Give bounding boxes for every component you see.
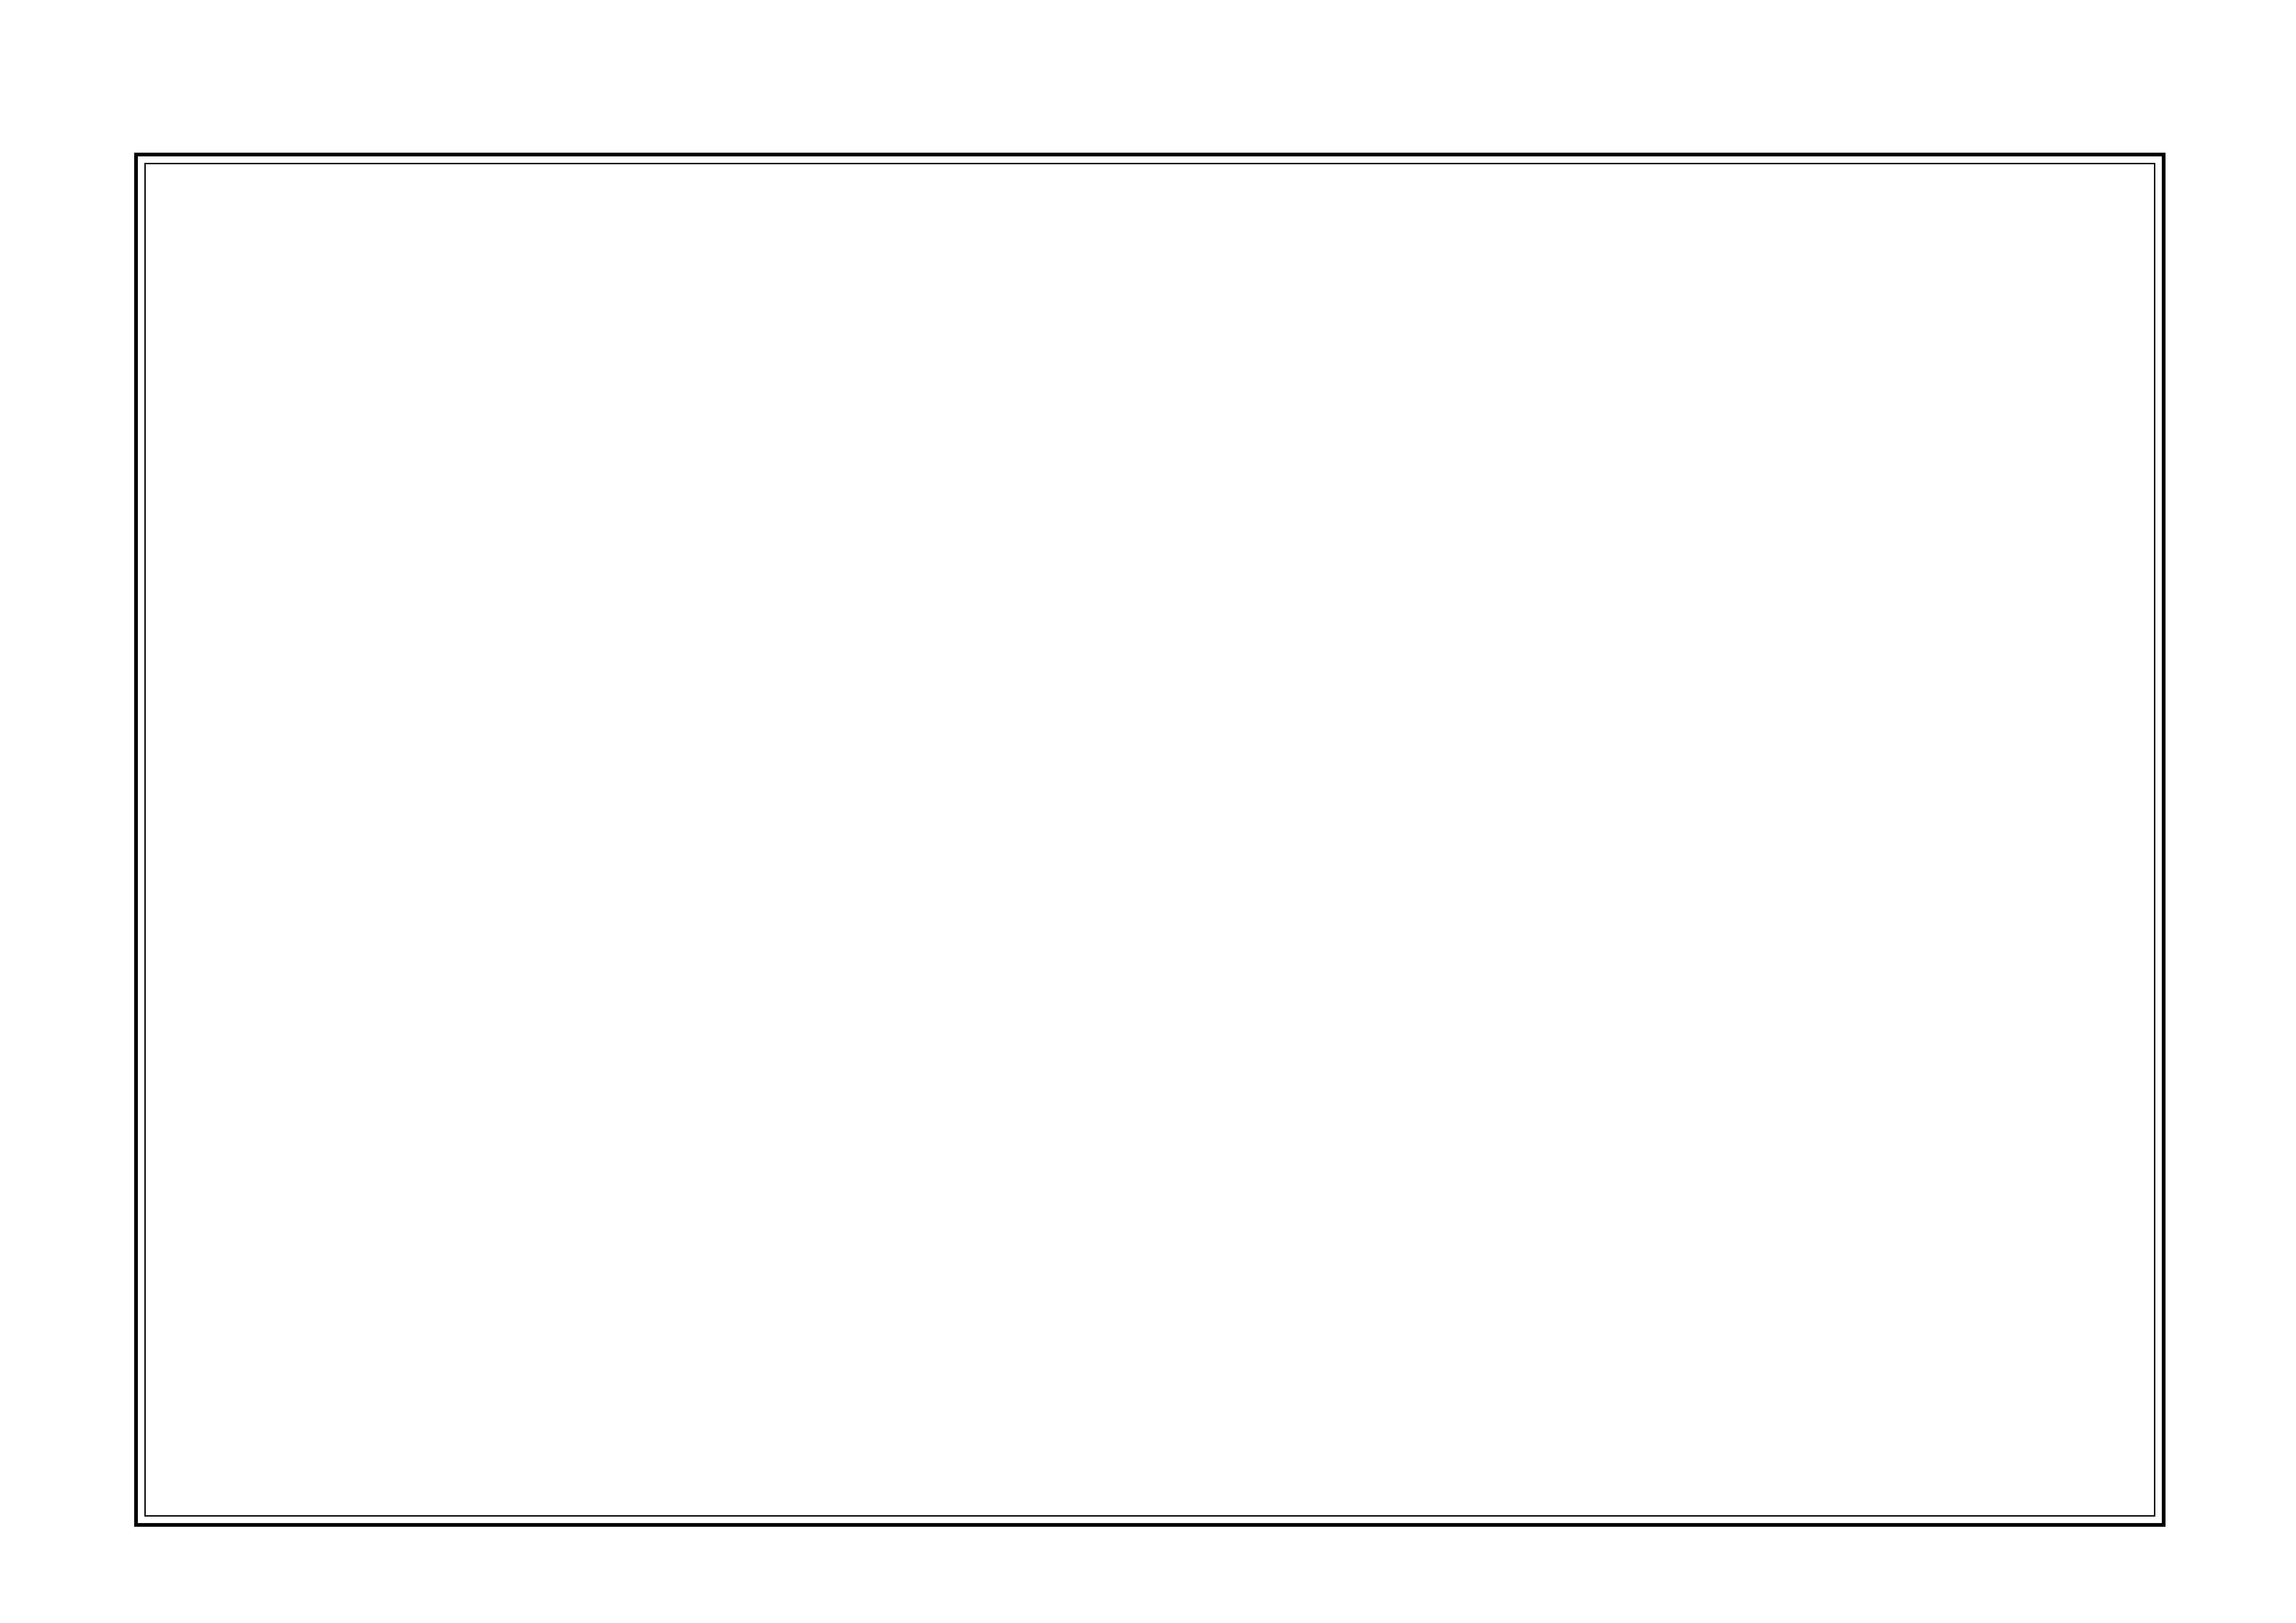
genealogy-grid [144,163,2155,1517]
page-frame [134,153,2166,1527]
